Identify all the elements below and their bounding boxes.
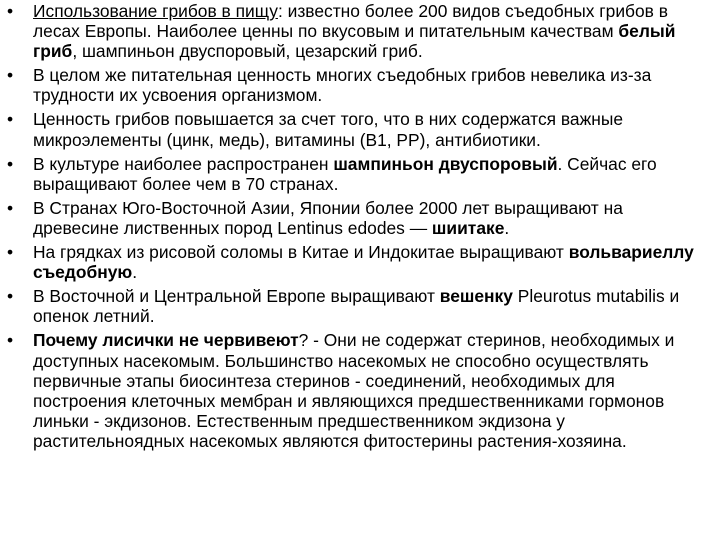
bullet-text: На грядках из рисовой соломы в Китае и Индокитае выращивают <box>33 242 569 263</box>
bold-term: шампиньон двуспоровый <box>333 153 558 174</box>
bullet-dot-icon: • <box>6 197 14 218</box>
bold-term: вольвариеллу съедобную <box>33 242 694 283</box>
bullet-text: Pleurotus mutabilis и опенок летний. <box>33 286 680 327</box>
bullet-item-value <box>4 109 712 149</box>
bullet-text: . <box>504 217 510 238</box>
bullet-item-volvariella <box>4 242 712 282</box>
bullet-text: В Странах Юго-Восточной Азии, Японии более 2000 лет выращивают на древесине лиственных пород Lentinus edodes — <box>33 197 623 238</box>
bold-term: Почему лисички не червивеют <box>33 330 299 351</box>
bullet-text: , шампиньон двуспоровый, цезарский гриб. <box>72 41 423 62</box>
bullet-text: ? - Они не содержат стеринов, необходимых и доступных насекомым. Большинство насекомых не способно осуществлять первичные этапы биосинтеза стеринов - соединений, необходимых для построения клеточных мембран и являющихся предшественниками гормонов линьки - экдизонов. Естественным предшественником экдизона у растительноядных насекомых являются фитостерины растения-хозяина. <box>33 330 675 451</box>
bullet-text: В целом же питательная ценность многих съедобных грибов невелика из-за трудности их усвоения организмом. <box>33 65 652 106</box>
bullet-dot-icon: • <box>6 109 14 130</box>
bullet-text: В культуре наиболее распространен <box>33 153 334 174</box>
bullet-item-shiitake <box>4 198 712 238</box>
bullet-text: : известно более 200 видов съедобных грибов в лесах Европы. Наиболее ценны по вкусовым и питательным качествам <box>33 1 668 42</box>
bullet-dot-icon: • <box>6 65 14 86</box>
bullet-text: . Сейчас его выращивают более чем в 70 странах. <box>33 153 657 194</box>
bullet-dot-icon: • <box>6 242 14 263</box>
bullet-item-food-use <box>4 1 712 61</box>
bullet-text: Ценность грибов повышается за счет того, что в них содержатся важные микроэлементы (цинк, медь), витамины (В1, РР), антибиотики. <box>33 109 624 150</box>
bullet-dot-icon: • <box>6 330 14 351</box>
bullet-item-oyster <box>4 286 712 326</box>
bullet-list <box>4 1 712 451</box>
bold-term: вешенку <box>439 286 513 307</box>
bullet-item-champignon <box>4 154 712 194</box>
bullet-dot-icon: • <box>6 286 14 307</box>
bullet-dot-icon: • <box>6 153 14 174</box>
bullet-text: . <box>132 262 138 283</box>
bullet-item-chanterelles <box>4 330 712 451</box>
underlined-lead: Использование грибов в пищу <box>33 1 278 21</box>
bullet-text: В Восточной и Центральной Европе выращивают <box>33 286 440 307</box>
bold-term: белый гриб <box>33 21 676 62</box>
bullet-item-nutrition <box>4 65 712 105</box>
bold-term: шиитаке <box>431 217 505 238</box>
bullet-dot-icon: • <box>6 1 14 21</box>
